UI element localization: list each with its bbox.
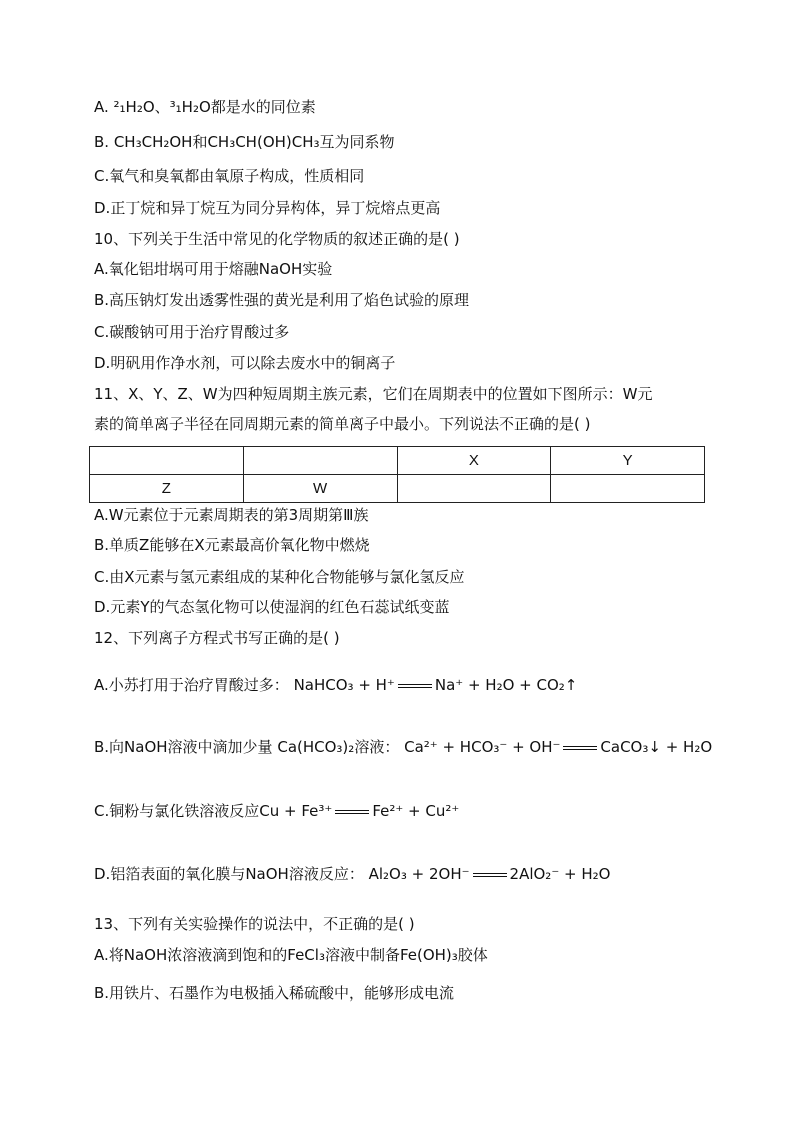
equation-left: Al₂O₃ + 2OH⁻ — [368, 865, 470, 883]
table-cell: X — [397, 447, 551, 475]
equation-left: Cu + Fe³⁺ — [259, 802, 333, 820]
equation-right: 2AlO₂⁻ + H₂O — [509, 865, 611, 883]
equals-sign — [335, 810, 369, 814]
option-q9-c: C.氧气和臭氧都由氧原子构成，性质相同 — [94, 167, 365, 185]
option-q12-a — [94, 675, 577, 695]
option-text-2: 溶液： — [354, 738, 400, 756]
question-13-stem: 13、下列有关实验操作的说法中，不正确的是( ) — [94, 915, 415, 933]
equation-left: NaHCO₃ + H⁺ — [293, 676, 395, 694]
option-q13-a: A.将NaOH浓溶液滴到饱和的FeCl₃溶液中制备Fe(OH)₃胶体 — [94, 946, 488, 964]
question-11-stem-line1: 11、X、Y、Z、W为四种短周期主族元素，它们在周期表中的位置如下图所示：W元 — [94, 385, 653, 403]
option-q12-c — [94, 801, 459, 821]
equation-right: Fe²⁺ + Cu²⁺ — [372, 802, 460, 820]
equals-sign — [473, 873, 507, 877]
table-cell — [551, 475, 705, 503]
option-q11-a: A.W元素位于元素周期表的第3周期第Ⅲ族 — [94, 506, 369, 524]
reagent-formula: Ca(HCO₃)₂ — [277, 738, 355, 756]
table-cell — [243, 447, 397, 475]
option-q10-b: B.高压钠灯发出透雾性强的黄光是利用了焰色试验的原理 — [94, 291, 470, 309]
option-q11-d: D.元素Y的气态氢化物可以使湿润的红色石蕊试纸变蓝 — [94, 598, 450, 616]
table-cell: Y — [551, 447, 705, 475]
equals-sign — [398, 684, 432, 688]
periodic-position-table — [89, 446, 705, 503]
option-q12-b — [94, 737, 712, 757]
table-cell — [397, 475, 551, 503]
question-12-stem: 12、下列离子方程式书写正确的是( ) — [94, 629, 340, 647]
equation-left: Ca²⁺ + HCO₃⁻ + OH⁻ — [404, 738, 561, 756]
option-q9-b: B. CH₃CH₂OH和CH₃CH(OH)CH₃互为同系物 — [94, 133, 395, 151]
equation-right: Na⁺ + H₂O + CO₂↑ — [434, 676, 578, 694]
option-text: A.小苏打用于治疗胃酸过多： — [94, 676, 289, 694]
table-row — [90, 447, 705, 475]
equation-right: CaCO₃↓ + H₂O — [600, 738, 713, 756]
table-cell: Z — [90, 475, 244, 503]
option-q13-b: B.用铁片、石墨作为电极插入稀硫酸中，能够形成电流 — [94, 984, 455, 1002]
option-text: C.铜粉与氯化铁溶液反应 — [94, 802, 260, 820]
table-cell — [90, 447, 244, 475]
option-q11-c: C.由X元素与氢元素组成的某种化合物能够与氯化氢反应 — [94, 568, 465, 586]
table-row — [90, 475, 705, 503]
equals-sign — [563, 746, 597, 750]
option-q11-b: B.单质Z能够在X元素最高价氧化物中燃烧 — [94, 536, 370, 554]
option-q12-d — [94, 864, 610, 884]
option-text: B.向NaOH溶液中滴加少量 — [94, 738, 273, 756]
option-q9-d: D.正丁烷和异丁烷互为同分异构体，异丁烷熔点更高 — [94, 199, 441, 217]
question-10-stem: 10、下列关于生活中常见的化学物质的叙述正确的是( ) — [94, 230, 460, 248]
option-text: D.铝箔表面的氧化膜与NaOH溶液反应： — [94, 865, 364, 883]
option-q10-d: D.明矾用作净水剂，可以除去废水中的铜离子 — [94, 354, 396, 372]
option-q9-a: A. ²₁H₂O、³₁H₂O都是水的同位素 — [94, 98, 316, 116]
question-11-stem-line2: 素的简单离子半径在同周期元素的简单离子中最小。下列说法不正确的是( ) — [94, 415, 591, 433]
option-q10-a: A.氧化铝坩埚可用于熔融NaOH实验 — [94, 260, 333, 278]
option-q10-c: C.碳酸钠可用于治疗胃酸过多 — [94, 323, 290, 341]
table-cell: W — [243, 475, 397, 503]
